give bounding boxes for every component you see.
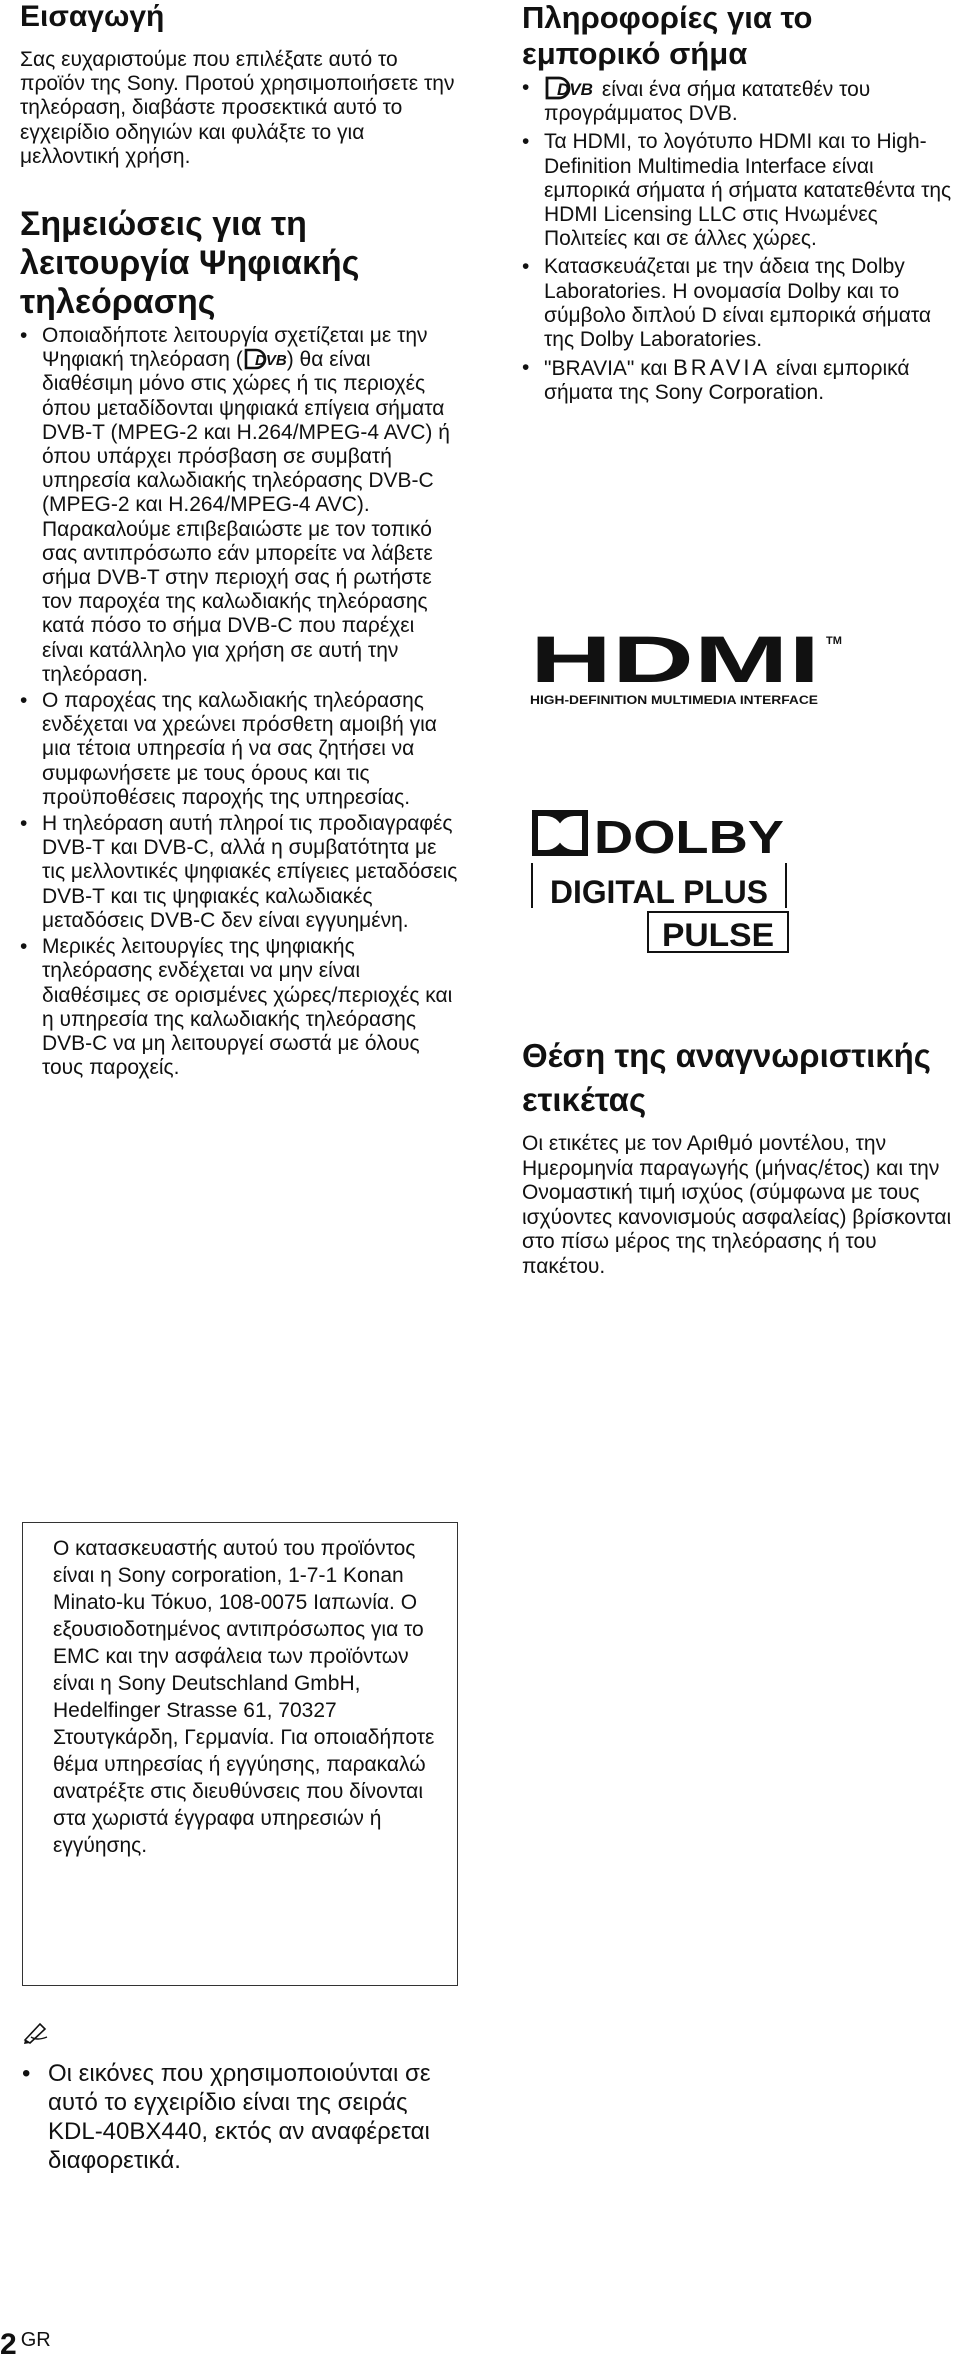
label-position-section — [522, 1034, 954, 1279]
digital-note-1-before: Οποιαδήποτε λειτουργία σχετίζεται με την Ψηφιακή τηλεόραση ( — [42, 324, 428, 372]
dolby-digital-plus: DIGITAL PLUS — [550, 874, 768, 910]
list-item — [20, 324, 460, 687]
list-item — [522, 76, 954, 126]
trademark-list — [522, 76, 954, 406]
digital-note-4: Μερικές λειτουργίες της ψηφιακής τηλεόρασης ενδέχεται να μην είναι διαθέσιμες σε ορισμένες χώρες/περιοχές και η υπηρεσία της καλωδιακής τηλεόρασης DVB-C να μη λειτουργεί σωστά με όλους τους παροχείς. — [42, 935, 453, 1080]
dolby-logo — [530, 808, 790, 959]
digital-note-2: Ο παροχέας της καλωδιακής τηλεόρασης ενδέχεται να χρεώνει πρόσθετη αμοιβή για μια τέτοια υπηρεσία ή να σας ζητήσει να συμφωνήσετε με τους όρους και τις προϋποθέσεις παροχής της υπηρεσίας. — [42, 689, 437, 809]
bullet-icon: • — [22, 2060, 31, 2087]
trademark-3-text: Κατασκευάζεται με την άδεια της Dolby Laboratories. Η ονομασία Dolby και το σύμβολο διπλού D είναι εμπορικά σήματα της Dolby Laboratories. — [544, 255, 931, 352]
left-column — [20, 0, 460, 1080]
dvb-logo-icon — [243, 348, 287, 370]
manufacturer-box — [22, 1522, 458, 1986]
label-position-text: Οι ετικέτες με τον Αριθμό μοντέλου, την Ημερομηνία παραγωγής (μήνας/έτος) και την Ονομαστική τιμή ισχύος (σύμφωνα με τους ισχύοντες κανονισμούς ασφαλείας) βρίσκονται στο πίσω μέρος της τηλεόρασης ή του πακέτου. — [522, 1132, 952, 1278]
digital-note-3: Η τηλεόραση αυτή πληροί τις προδιαγραφές DVB-T και DVB-C, αλλά η συμβατότητα με τις μελλοντικές ψηφιακές επίγειες μεταδόσεις DVB-T και τις ψηφιακές καλωδιακές μεταδόσεις DVB-C δεν είναι εγγυημένη. — [42, 812, 458, 932]
trademark-1-text: είναι ένα σήμα κατατεθέν του προγράμματος DVB. — [544, 78, 871, 126]
page-number: 2 — [0, 2328, 17, 2361]
trademark-4-before: "BRAVIA" και — [544, 357, 668, 381]
manufacturer-text: Ο κατασκευαστής αυτού του προϊόντος είναι η Sony corporation, 1-7-1 Konan Minato-ku Τόκυο, 108-0075 Ιαπωνία. Ο εξουσιοδοτημένος αντιπρόσωπος για το EMC και την ασφάλεια των προϊόντων είναι η Sony Deutschland GmbH, Hedelfinger Strasse 61, 70327 Στουτγκάρδη, Γερμανία. Για οποιαδήποτε θέμα υπηρεσίας ή εγγύησης, παρακαλώ ανατρέξτε στις διευθύνσεις που δίνονται στα χωριστά έγγραφα υπηρεσιών ή εγγύησης. — [53, 1537, 435, 1857]
note-section — [22, 2020, 462, 2175]
list-item — [522, 255, 954, 352]
hdmi-subtitle: HIGH-DEFINITION MULTIMEDIA INTERFACE — [530, 695, 819, 707]
list-item — [20, 689, 460, 810]
list-item — [22, 2059, 462, 2175]
trademark-4-after: είναι εμπορικά σήματα της Sony Corporation. — [544, 357, 910, 405]
language-code: GR — [20, 2329, 51, 2351]
page-footer — [0, 2328, 51, 2362]
dolby-pulse: PULSE — [662, 917, 774, 953]
bullet-icon: • — [522, 356, 530, 380]
note-pencil-icon — [22, 2020, 50, 2044]
digital-note-1-after: ) θα είναι διαθέσιμη μόνο στις χώρες ή τις περιοχές όπου μεταδίδονται ψηφιακά επίγεια σήματα DVB-T (MPEG-2 και H.264/MPEG-4 AVC) ή όπου υπάρχει πρόσβαση σε συμβατή υπηρεσία καλωδιακής τηλεόρασης DVB-C (MPEG-2 και H.264/MPEG-4 AVC). Παρακαλούμε επιβεβαιώστε με τον τοπικό σας αντιπρόσωπο εάν μπορείτε να λάβετε σήμα DVB-T στην περιοχή σας ή ρωτήστε τον παροχέα της καλωδιακής τηλεόρασης κατά πόσο το σήμα DVB-C που παρέχει είναι κατάλληλο για χρήση σε αυτή την τηλεόραση. — [42, 348, 450, 686]
hdmi-wordmark: HDMI — [530, 630, 820, 696]
bullet-icon: • — [20, 935, 28, 959]
trademark-2-text: Τα HDMI, το λογότυπο HDMI και το High-Definition Multimedia Interface είναι εμπορικά σήματα ή σήματα κατατεθέντα της HDMI Licensing LLC στις Ηνωμένες Πολιτείες και σε άλλες χώρες. — [544, 130, 952, 251]
list-item — [522, 356, 954, 405]
list-item — [522, 130, 954, 251]
bullet-icon: • — [20, 324, 28, 348]
note-list — [22, 2059, 462, 2175]
right-column — [522, 0, 954, 406]
dvb-logo-text: DVB — [254, 352, 287, 370]
digital-notes-heading: Σημειώσεις για τη λειτουργία Ψηφιακής τηλεόρασης — [20, 205, 360, 322]
bravia-logo: BRAVIA — [673, 355, 771, 381]
dolby-wordmark: DOLBY — [594, 811, 784, 863]
bullet-icon: • — [522, 76, 530, 99]
hdmi-logo-mark — [530, 630, 850, 710]
list-item — [20, 812, 460, 933]
label-position-heading: Θέση της αναγνωριστικής ετικέτας — [522, 1037, 931, 1118]
list-item — [20, 935, 460, 1080]
bullet-icon: • — [20, 689, 28, 713]
intro-heading: Εισαγωγή — [20, 0, 165, 33]
trademark-heading: Πληροφορίες για το εμπορικό σήμα — [522, 0, 813, 71]
hdmi-tm: TM — [826, 635, 842, 647]
dvb-logo-icon — [544, 76, 596, 100]
hdmi-logo — [530, 630, 850, 715]
bullet-icon: • — [522, 255, 530, 279]
bullet-icon: • — [522, 130, 530, 154]
dvb-logo-text: DVB — [557, 80, 593, 99]
digital-notes-list — [20, 324, 460, 1080]
intro-text: Σας ευχαριστούμε που επιλέξατε αυτό το προϊόν της Sony. Προτού χρησιμοποιήσετε την τηλεόραση, διαβάστε προσεκτικά αυτό το εγχειρίδιο οδηγιών και φυλάξτε το για μελλοντική χρήση. — [20, 48, 455, 168]
bullet-icon: • — [20, 812, 28, 836]
dolby-logo-mark — [530, 808, 790, 954]
note-text: Οι εικόνες που χρησιμοποιούνται σε αυτό το εγχειρίδιο είναι της σειράς KDL-40BX440, εκτός αν αναφέρεται διαφορετικά. — [48, 2060, 431, 2174]
